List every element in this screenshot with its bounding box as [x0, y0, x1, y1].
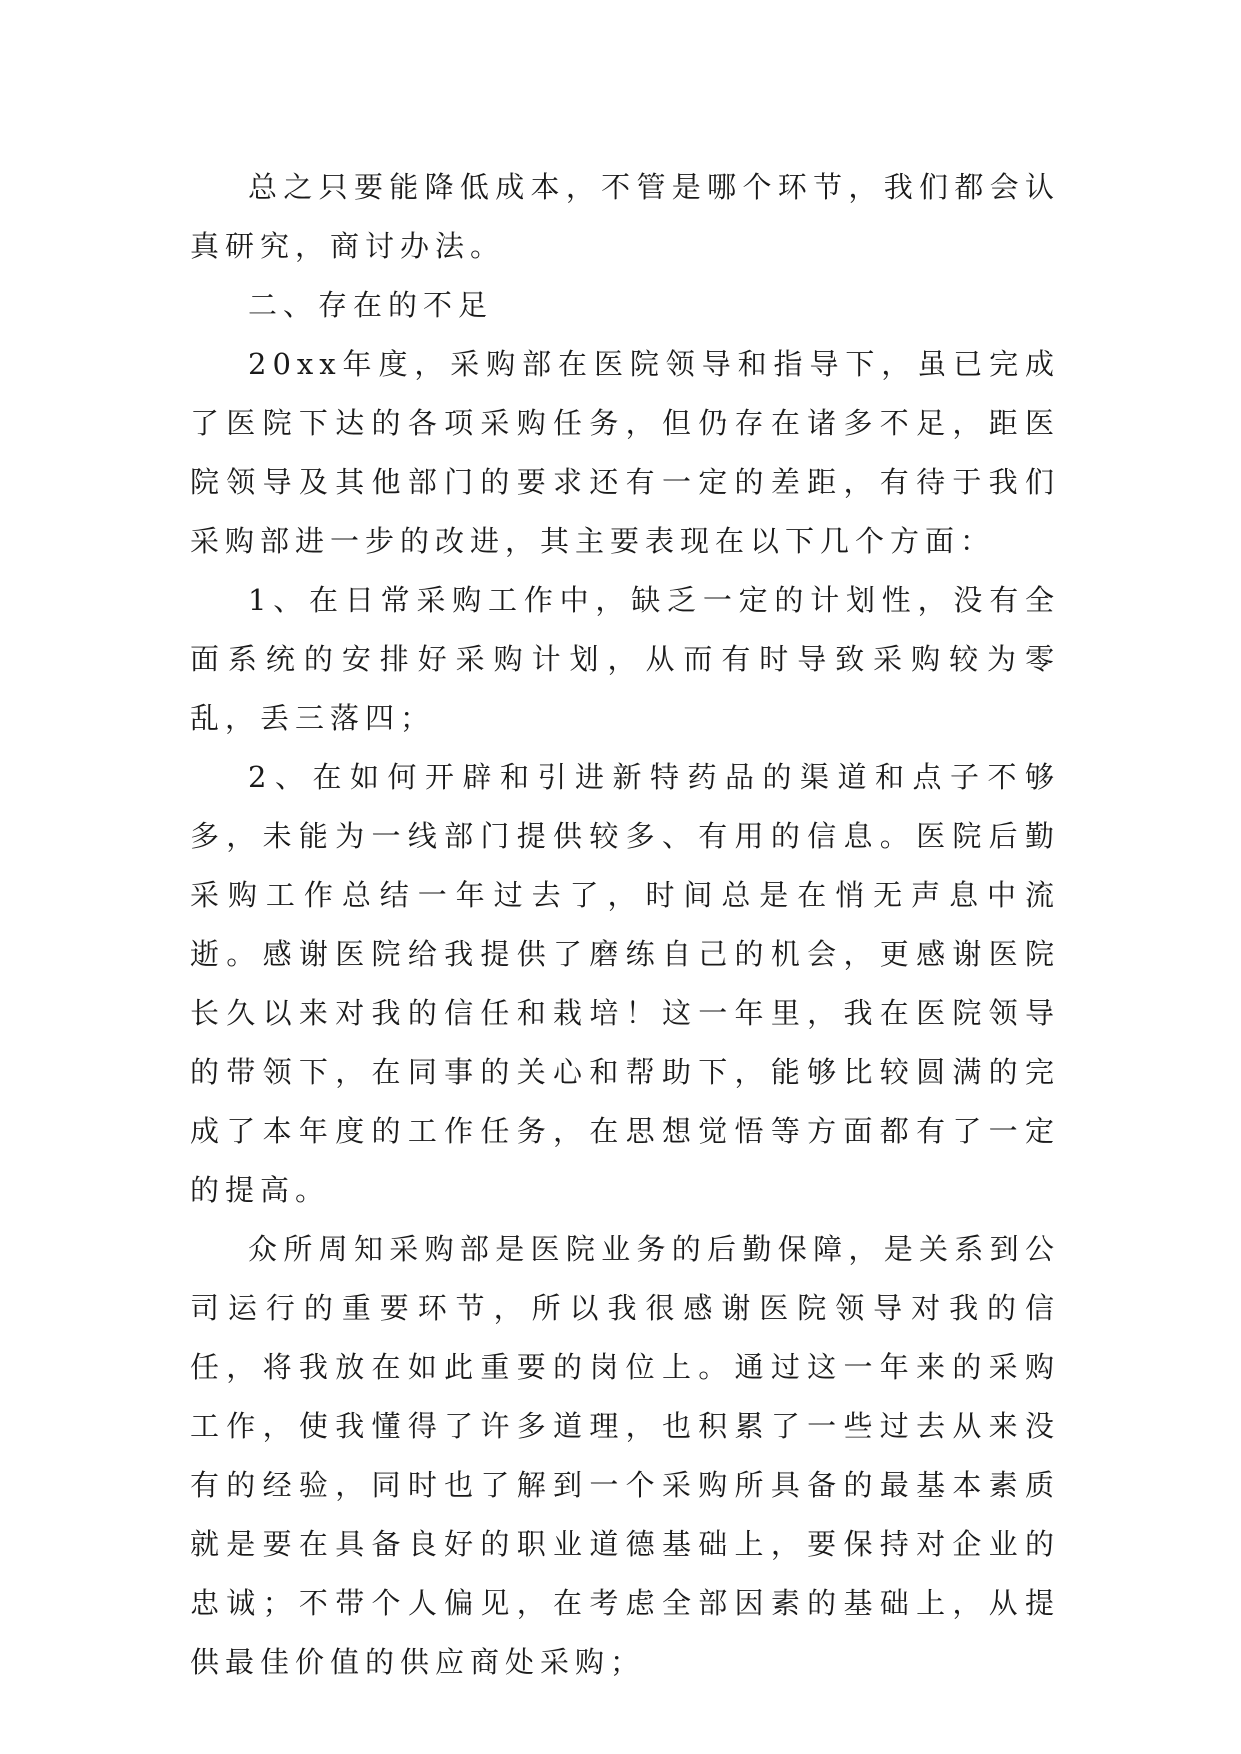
paragraph-procurement-role: 众所周知采购部是医院业务的后勤保障，是关系到公司运行的重要环节，所以我很感谢医院领导对我的信任，将我放在如此重要的岗位上。通过这一年来的采购工作，使我懂得了许多道理，也积累了一些过去从来没有的经验，同时也了解到一个采购所具备的最基本素质就是要在具备良好的职业道德基础上，要保持对企业的忠诚；不带个人偏见，在考虑全部因素的基础上，从提供最佳价值的供应商处采购； [190, 1232, 1060, 1679]
paragraph-cost-reduction: 总之只要能降低成本，不管是哪个环节，我们都会认真研究，商讨办法。 [190, 170, 1060, 263]
paragraph-point-1: 1、在日常采购工作中，缺乏一定的计划性，没有全面系统的安排好采购计划，从而有时导致采购较为零乱，丢三落四； [190, 583, 1060, 735]
paragraph-point-2: 2、在如何开辟和引进新特药品的渠道和点子不够多，未能为一线部门提供较多、有用的信息。医院后勤采购工作总结一年过去了，时间总是在悄无声息中流逝。感谢医院给我提供了磨练自己的机会，更感谢医院长久以来对我的信任和栽培！这一年里，我在医院领导的带领下，在同事的关心和帮助下，能够比较圆满的完成了本年度的工作任务，在思想觉悟等方面都有了一定的提高。 [190, 760, 1060, 1207]
section-heading-shortcomings: 二、存在的不足 [248, 288, 494, 322]
paragraph-annual-overview: 20xx年度，采购部在医院领导和指导下，虽已完成了医院下达的各项采购任务，但仍存在诸多不足，距医院领导及其他部门的要求还有一定的差距，有待于我们采购部进一步的改进，其主要表现在以下几个方面： [190, 347, 1060, 558]
document-body [190, 158, 1060, 1692]
